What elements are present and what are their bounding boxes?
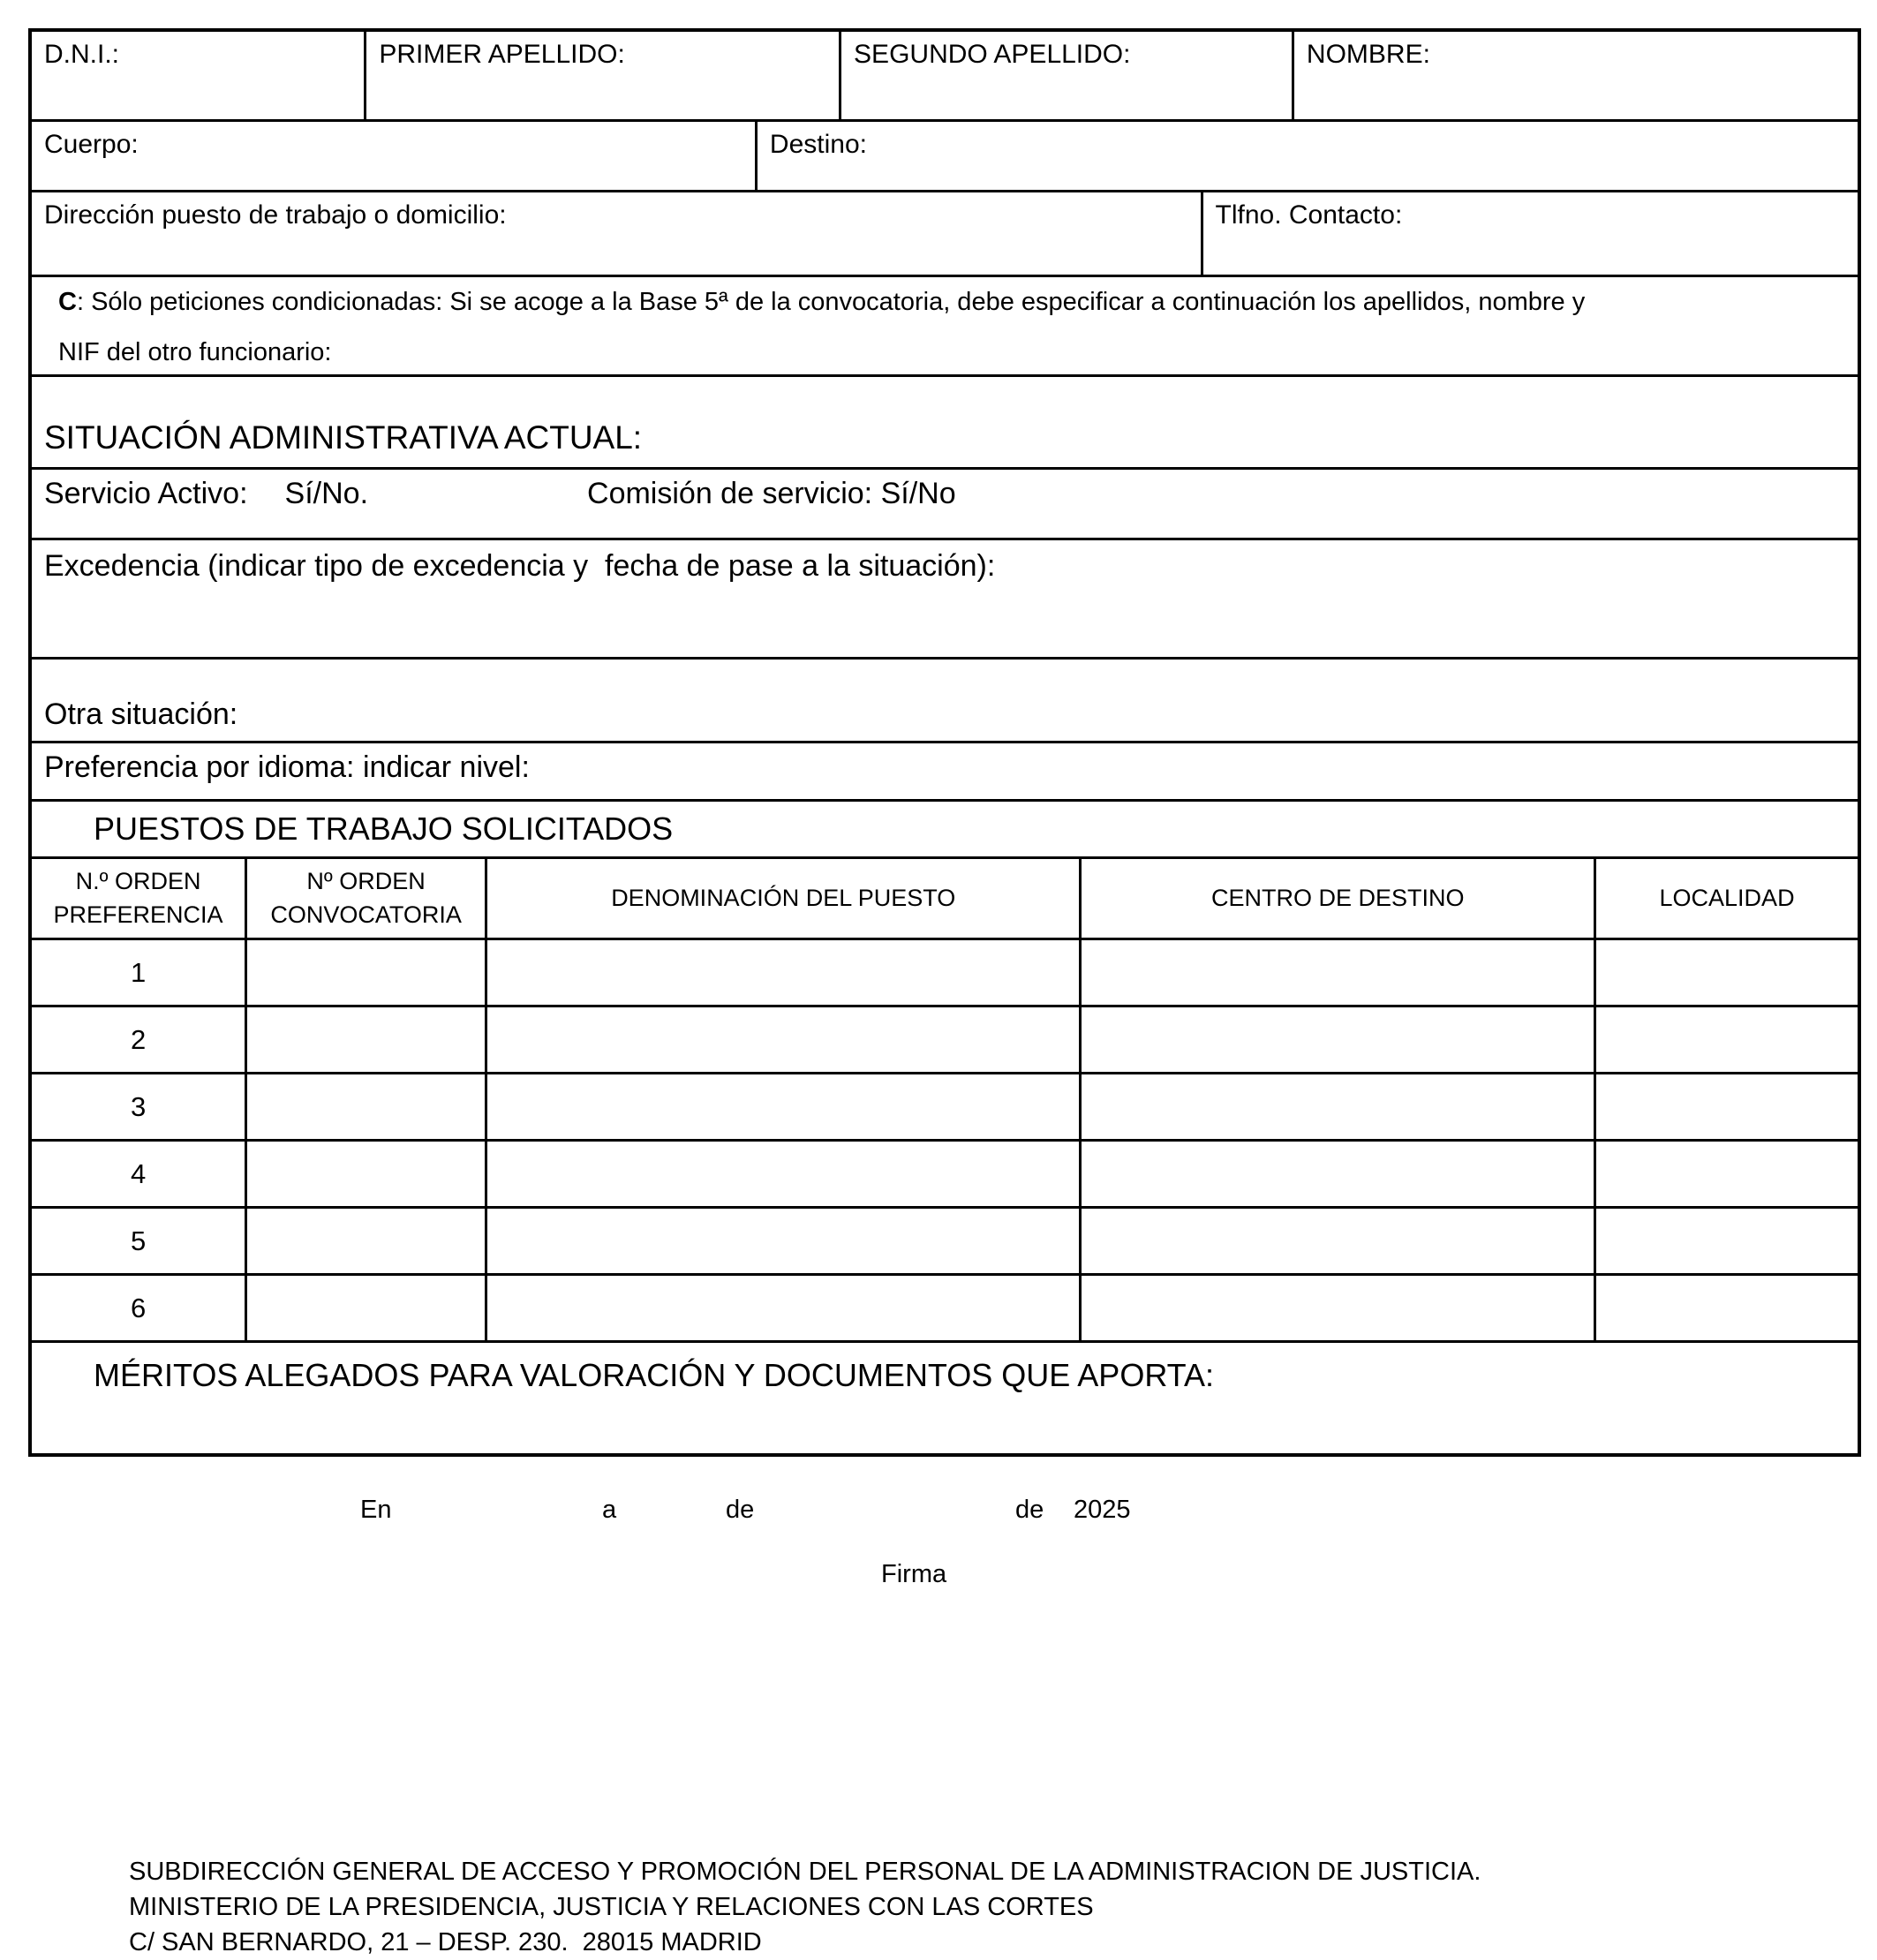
idioma-label: Preferencia por idioma: indicar nivel: xyxy=(44,750,530,784)
servicio-activo-label: Servicio Activo: xyxy=(44,477,248,510)
date-de2-label: de xyxy=(1015,1496,1044,1524)
dni-field[interactable] xyxy=(32,32,364,119)
date-year: 2025 xyxy=(1074,1496,1131,1524)
date-en-label: En xyxy=(360,1496,392,1524)
direccion-label: Dirección puesto de trabajo o domicilio: xyxy=(44,200,507,230)
telefono-label: Tlfno. Contacto: xyxy=(1215,200,1403,230)
excedencia-label: Excedencia (indicar tipo de excedencia y fecha de pase a la situación): xyxy=(44,549,996,583)
puestos-title: PUESTOS DE TRABAJO SOLICITADOS xyxy=(94,810,674,847)
otra-situacion-field[interactable] xyxy=(32,660,1858,743)
localidad-1-field[interactable] xyxy=(1594,940,1858,1005)
dni-label: D.N.I.: xyxy=(44,40,120,69)
direccion-field[interactable] xyxy=(32,192,1201,275)
centro-destino-2-field[interactable] xyxy=(1079,1007,1594,1072)
primer-apellido-field[interactable] xyxy=(364,32,839,119)
excedencia-field[interactable] xyxy=(32,540,1858,660)
footer-line2: MINISTERIO DE LA PRESIDENCIA, JUSTICIA Y RELACIONES CON LAS CORTES xyxy=(129,1893,1094,1921)
header-localidad xyxy=(1594,859,1858,938)
header-orden-preferencia xyxy=(32,859,245,938)
orden-convocatoria-3-field[interactable] xyxy=(245,1074,485,1139)
orden-preferencia-5: 5 xyxy=(130,1225,147,1256)
orden-preferencia-6: 6 xyxy=(130,1292,147,1323)
orden-preferencia-3: 3 xyxy=(130,1090,147,1122)
orden-preferencia-1: 1 xyxy=(130,956,147,988)
telefono-field[interactable] xyxy=(1201,192,1858,275)
header-denominacion xyxy=(485,859,1079,938)
localidad-4-field[interactable] xyxy=(1594,1142,1858,1206)
peticion-condicionada-line1 xyxy=(58,288,1840,317)
denominacion-4-field[interactable] xyxy=(485,1142,1079,1206)
destino-label: Destino: xyxy=(769,130,867,159)
application-form xyxy=(28,28,1861,1457)
destino-field[interactable] xyxy=(755,122,1858,190)
localidad-3-field[interactable] xyxy=(1594,1074,1858,1139)
header-orden-preferencia-line2: PREFERENCIA xyxy=(53,901,223,928)
meritos-field[interactable] xyxy=(32,1343,1858,1453)
header-orden-convocatoria-line1: Nº ORDEN xyxy=(306,868,426,895)
puesto-row-6 xyxy=(32,1276,1858,1343)
puesto-row-5 xyxy=(32,1209,1858,1276)
denominacion-5-field[interactable] xyxy=(485,1209,1079,1273)
meritos-title: MÉRITOS ALEGADOS PARA VALORACIÓN Y DOCUMENTOS QUE APORTA: xyxy=(94,1357,1214,1393)
cuerpo-label: Cuerpo: xyxy=(44,130,139,159)
localidad-5-field[interactable] xyxy=(1594,1209,1858,1273)
footer-line3: C/ SAN BERNARDO, 21 – DESP. 230. 28015 MADRID xyxy=(129,1928,762,1956)
date-line xyxy=(0,1496,1877,1531)
nombre-label: NOMBRE: xyxy=(1306,40,1430,69)
firma-label: Firma xyxy=(881,1560,947,1588)
servicio-activo-value: Sí/No. xyxy=(284,477,369,510)
puesto-row-3 xyxy=(32,1074,1858,1142)
header-denominacion-label: DENOMINACIÓN DEL PUESTO xyxy=(611,884,956,911)
date-de1-label: de xyxy=(726,1496,755,1524)
orden-preferencia-4: 4 xyxy=(130,1157,147,1189)
puesto-row-4 xyxy=(32,1142,1858,1209)
localidad-2-field[interactable] xyxy=(1594,1007,1858,1072)
situacion-title-row xyxy=(32,377,1858,470)
peticion-condicionada-line2: NIF del otro funcionario: xyxy=(58,338,332,366)
orden-convocatoria-1-field[interactable] xyxy=(245,940,485,1005)
denominacion-1-field[interactable] xyxy=(485,940,1079,1005)
denominacion-3-field[interactable] xyxy=(485,1074,1079,1139)
centro-destino-3-field[interactable] xyxy=(1079,1074,1594,1139)
header-orden-preferencia-line1: N.º ORDEN xyxy=(75,868,201,895)
header-centro-destino xyxy=(1079,859,1594,938)
row-cuerpo-destino xyxy=(32,122,1858,192)
orden-convocatoria-5-field[interactable] xyxy=(245,1209,485,1273)
orden-convocatoria-4-field[interactable] xyxy=(245,1142,485,1206)
centro-destino-6-field[interactable] xyxy=(1079,1276,1594,1340)
condicionada-prefix: C xyxy=(58,288,77,316)
peticion-condicionada-field[interactable] xyxy=(32,277,1858,377)
date-a-label: a xyxy=(602,1496,617,1524)
header-orden-convocatoria xyxy=(245,859,485,938)
otra-situacion-label: Otra situación: xyxy=(44,697,238,731)
situacion-title: SITUACIÓN ADMINISTRATIVA ACTUAL: xyxy=(44,419,643,456)
header-localidad-label: LOCALIDAD xyxy=(1659,884,1795,911)
condicionada-text: : Sólo peticiones condicionadas: Si se acoge a la Base 5ª de la convocatoria, debe especificar a continuación los apellidos, nombre y xyxy=(76,288,1586,316)
denominacion-2-field[interactable] xyxy=(485,1007,1079,1072)
puesto-row-2 xyxy=(32,1007,1858,1074)
header-orden-convocatoria-line2: CONVOCATORIA xyxy=(270,901,462,928)
orden-preferencia-2: 2 xyxy=(130,1023,147,1055)
row-identity xyxy=(32,32,1858,122)
puestos-title-row xyxy=(32,802,1858,859)
comision-servicio-label: Comisión de servicio: Sí/No xyxy=(587,477,956,510)
localidad-6-field[interactable] xyxy=(1594,1276,1858,1340)
puestos-header-row xyxy=(32,859,1858,940)
centro-destino-5-field[interactable] xyxy=(1079,1209,1594,1273)
cuerpo-field[interactable] xyxy=(32,122,755,190)
row-direccion-telefono xyxy=(32,192,1858,277)
denominacion-6-field[interactable] xyxy=(485,1276,1079,1340)
orden-convocatoria-2-field[interactable] xyxy=(245,1007,485,1072)
primer-apellido-label: PRIMER APELLIDO: xyxy=(379,40,625,69)
nombre-field[interactable] xyxy=(1292,32,1858,119)
puesto-row-1 xyxy=(32,940,1858,1007)
idioma-field[interactable] xyxy=(32,743,1858,802)
footer-line1: SUBDIRECCIÓN GENERAL DE ACCESO Y PROMOCIÓN DEL PERSONAL DE LA ADMINISTRACION DE JUSTICIA. xyxy=(129,1858,1481,1886)
orden-convocatoria-6-field[interactable] xyxy=(245,1276,485,1340)
servicio-activo-field[interactable] xyxy=(32,470,1858,540)
segundo-apellido-field[interactable] xyxy=(839,32,1292,119)
centro-destino-1-field[interactable] xyxy=(1079,940,1594,1005)
centro-destino-4-field[interactable] xyxy=(1079,1142,1594,1206)
header-centro-destino-label: CENTRO DE DESTINO xyxy=(1211,884,1465,911)
segundo-apellido-label: SEGUNDO APELLIDO: xyxy=(854,40,1131,69)
footer-address xyxy=(129,1854,1481,1960)
